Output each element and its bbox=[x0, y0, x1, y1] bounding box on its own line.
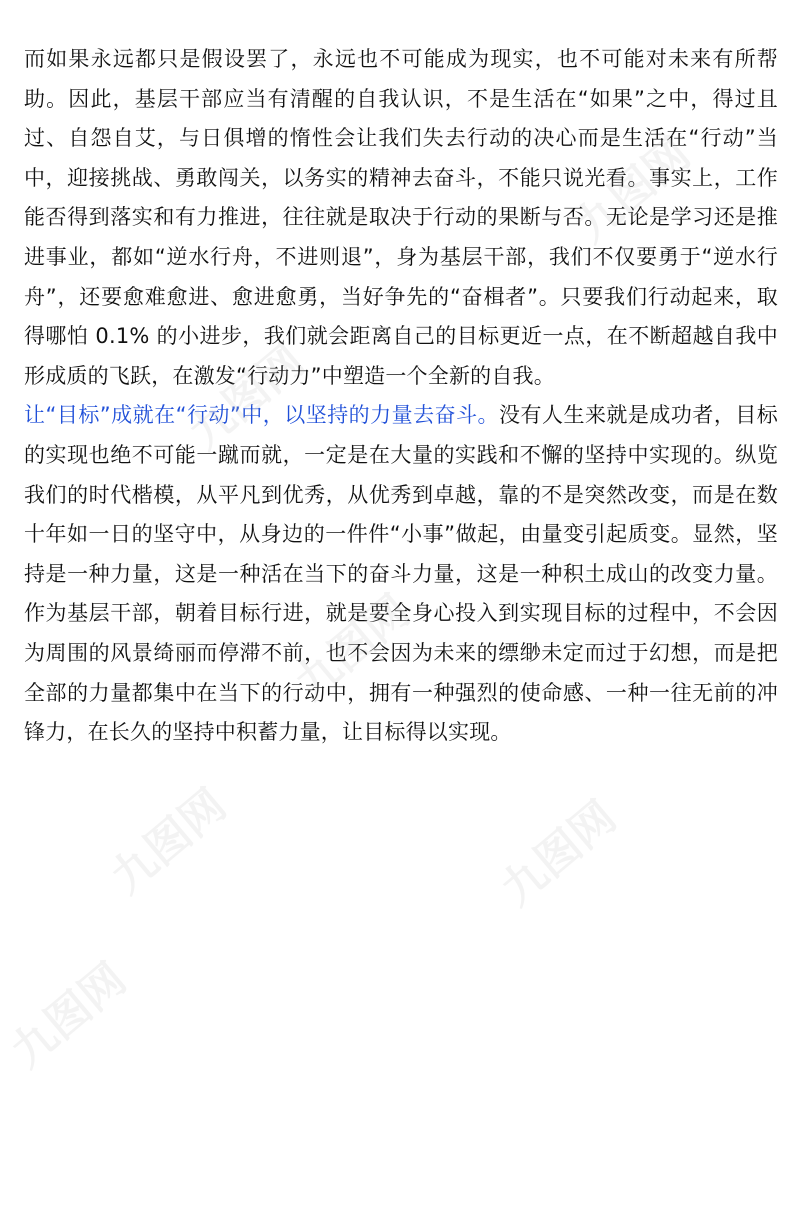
watermark: 九图网 bbox=[491, 791, 626, 916]
watermark: 九图网 bbox=[565, 128, 700, 253]
watermark: 九图网 bbox=[1, 953, 136, 1078]
watermark: 九图网 bbox=[179, 335, 314, 460]
paragraph-2 bbox=[24, 396, 778, 752]
paragraph-2-heading: 让“目标”成就在“行动”中，以坚持的力量去奋斗。 bbox=[24, 403, 500, 428]
paragraph-1: 而如果永远都只是假设罢了，永远也不可能成为现实，也不可能对未来有所帮助。因此，基层干部应当有清醒的自我认识，不是生活在“如果”之中，得过且过、自怨自艾，与日俱增的惰性会让我们失去行动的决心而是生活在“行动”当中，迎接挑战、勇敢闯关，以务实的精神去奋斗，不能只说光看。事实上，工作能否得到落实和有力推进，往往就是取决于行动的果断与否。无论是学习还是推进事业，都如“逆水行舟，不进则退”，身为基层干部，我们不仅要勇于“逆水行舟”，还要愈难愈进、愈进愈勇，当好争先的“奋楫者”。只要我们行动起来，取得哪怕 0.1% 的小进步，我们就会距离自己的目标更近一点，在不断超越自我中形成质的飞跃，在激发“行动力”中塑造一个全新的自我。 bbox=[24, 47, 778, 388]
paragraph-2-body: 没有人生来就是成功者，目标的实现也绝不可能一蹴而就，一定是在大量的实践和不懈的坚持中实现的。纵览我们的时代楷模，从平凡到优秀，从优秀到卓越，靠的不是突然改变，而是在数十年如一日的坚守中，从身边的一件件“小事”做起，由量变引起质变。显然，坚持是一种力量，这是一种活在当下的奋斗力量，这是一种积土成山的改变力量。作为基层干部，朝着目标行进，就是要全身心投入到实现目标的过程中，不会因为周围的风景绮丽而停滞不前，也不会因为未来的缥缈未定而过于幻想，而是把全部的力量都集中在当下的行动中，拥有一种强烈的使命感、一种一往无前的冲锋力，在长久的坚持中积蓄力量，让目标得以实现。 bbox=[24, 403, 778, 745]
document-page bbox=[24, 40, 778, 753]
watermark: 九图网 bbox=[101, 779, 236, 904]
watermark: 九图网 bbox=[285, 585, 420, 710]
